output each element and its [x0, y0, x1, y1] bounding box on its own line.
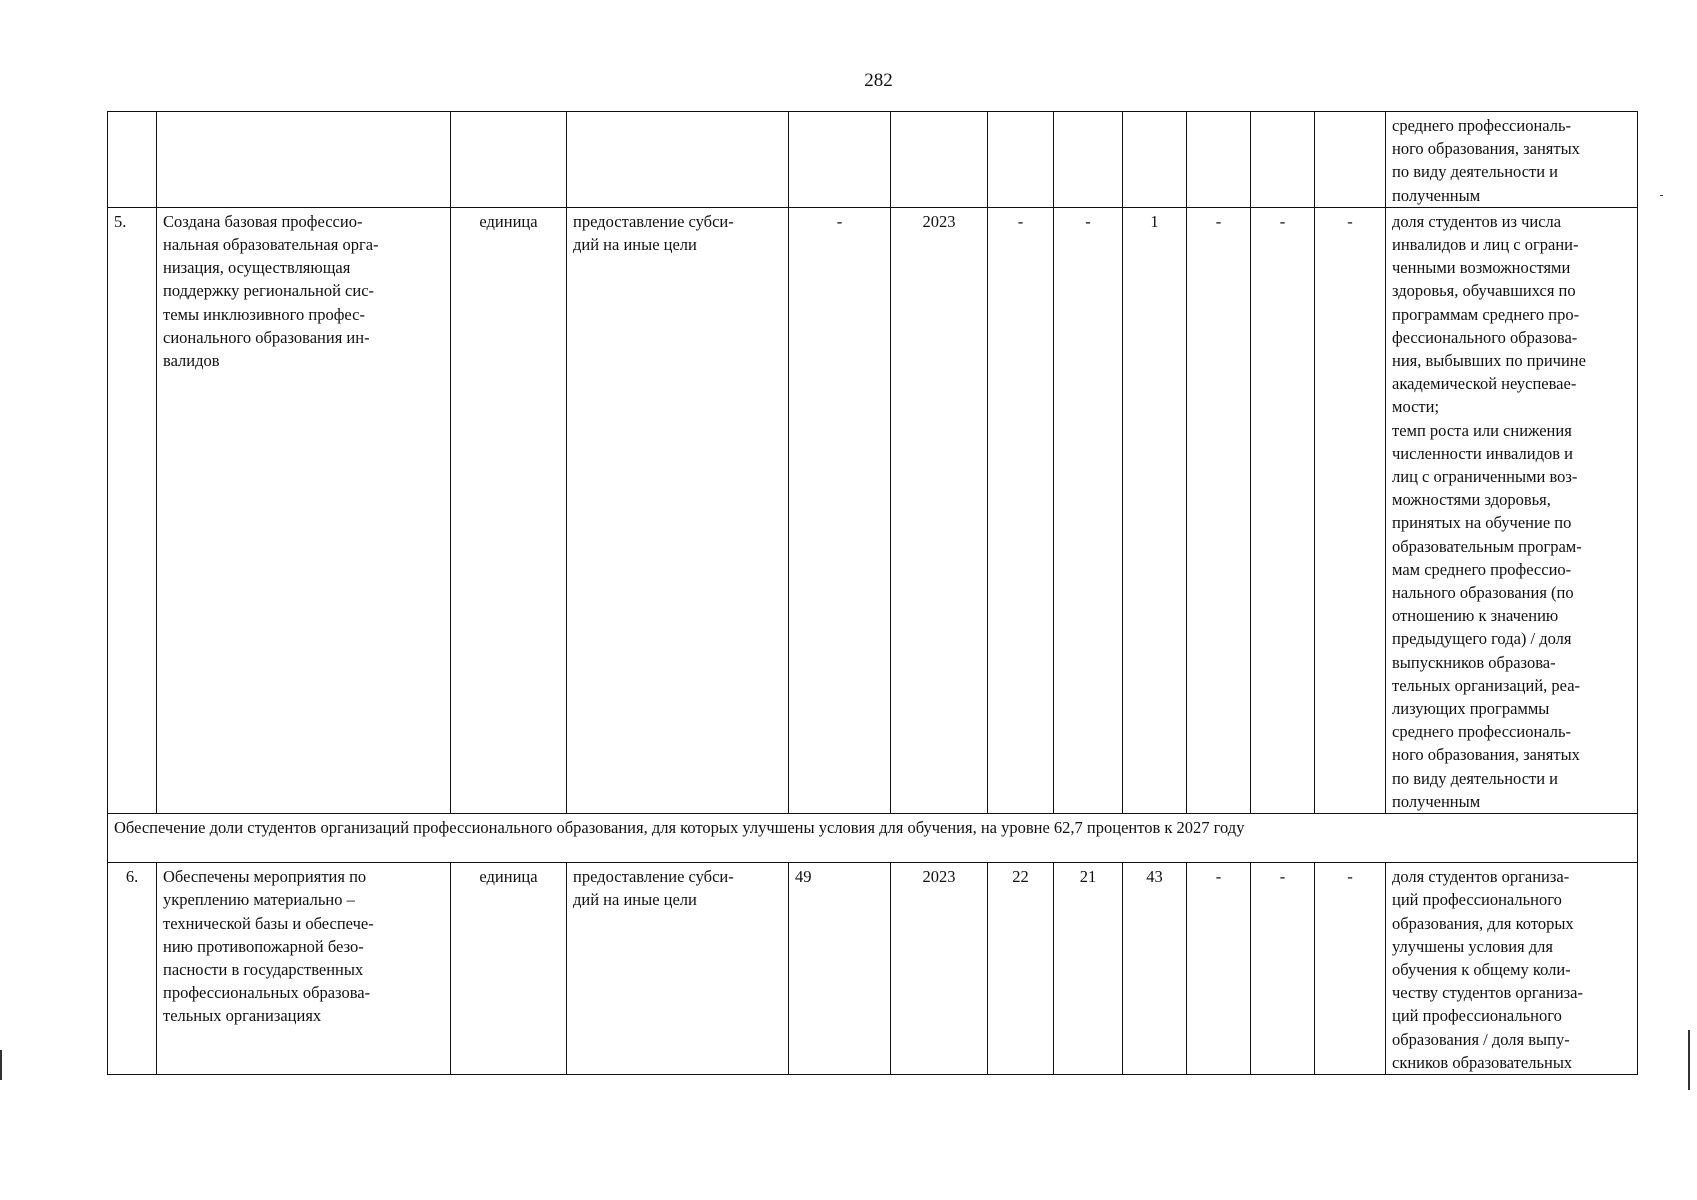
- value-cell: [1054, 112, 1123, 208]
- value-cell: 21: [1054, 863, 1123, 1075]
- unit-cell: [451, 112, 567, 208]
- base-value-cell: -: [789, 207, 891, 813]
- value-cell: -: [1251, 863, 1315, 1075]
- value-cell: -: [1315, 207, 1386, 813]
- unit-cell: единица: [451, 207, 567, 813]
- base-year-cell: 2023: [891, 207, 988, 813]
- event-cell: Обеспечены мероприятия по укреплению материально – технической базы и обеспече- нию противопожарной безо- пасности в государственных профессиональных образова- тельных организациях: [157, 863, 451, 1075]
- indicator-cell: доля студентов из числа инвалидов и лиц с ограни- ченными возможностями здоровья, обучавшихся по программам среднего про- фессионального образова- ния, выбывших по причине академической неуспевае- мости; темп роста или снижения численности инвалидов и лиц с ограниченными воз- можностями здоровья, принятых на обучение по образовательным програм- мам среднего профессио- нального образования (по отношению к значению предыдущего года) / доля выпускников образова- тельных организаций, реа- лизующих программы среднего профессиональ- ного образования, занятых по виду деятельности и полученным: [1386, 207, 1638, 813]
- indicator-cell: среднего профессиональ- ного образования, занятых по виду деятельности и полученным: [1386, 112, 1638, 208]
- row-number-cell: 6.: [108, 863, 157, 1075]
- mechanism-cell: [567, 112, 789, 208]
- value-cell: 22: [988, 863, 1054, 1075]
- mechanism-cell: предоставление субси- дий на иные цели: [567, 207, 789, 813]
- event-cell: [157, 112, 451, 208]
- page-number: 282: [864, 70, 893, 91]
- value-cell: -: [1187, 207, 1251, 813]
- scan-edge-mark: [0, 1050, 2, 1080]
- table-row: [108, 863, 1638, 1075]
- value-cell: [1315, 112, 1386, 208]
- base-value-cell: 49: [789, 863, 891, 1075]
- base-year-cell: [891, 112, 988, 208]
- value-cell: -: [1054, 207, 1123, 813]
- row-number-cell: 5.: [108, 207, 157, 813]
- value-cell: 1: [1123, 207, 1187, 813]
- scan-edge-mark: [1660, 195, 1663, 196]
- event-cell: Создана базовая профессио- нальная образовательная орга- низация, осуществляющая поддержку региональной сис- темы инклюзивного профес- сионального образования ин- валидов: [157, 207, 451, 813]
- table-row: [108, 207, 1638, 813]
- scan-edge-mark: [1688, 1030, 1690, 1090]
- indicator-cell: доля студентов организа- ций профессионального образования, для которых улучшены условия для обучения к общему коли- честву студентов организа- ций профессионального образования / доля выпу- скников образовательных: [1386, 863, 1638, 1075]
- measures-table: [107, 111, 1638, 1075]
- section-header-row: [108, 814, 1638, 863]
- value-cell: -: [1251, 207, 1315, 813]
- value-cell: -: [1187, 863, 1251, 1075]
- table-row: [108, 112, 1638, 208]
- value-cell: [1251, 112, 1315, 208]
- value-cell: [1123, 112, 1187, 208]
- value-cell: 43: [1123, 863, 1187, 1075]
- value-cell: -: [988, 207, 1054, 813]
- value-cell: [1187, 112, 1251, 208]
- mechanism-cell: предоставление субси- дий на иные цели: [567, 863, 789, 1075]
- row-number-cell: [108, 112, 157, 208]
- unit-cell: единица: [451, 863, 567, 1075]
- base-value-cell: [789, 112, 891, 208]
- section-header: Обеспечение доли студентов организаций профессионального образования, для которых улучшены условия для обучения, на уровне 62,7 процентов к 2027 году: [108, 814, 1638, 863]
- value-cell: -: [1315, 863, 1386, 1075]
- base-year-cell: 2023: [891, 863, 988, 1075]
- value-cell: [988, 112, 1054, 208]
